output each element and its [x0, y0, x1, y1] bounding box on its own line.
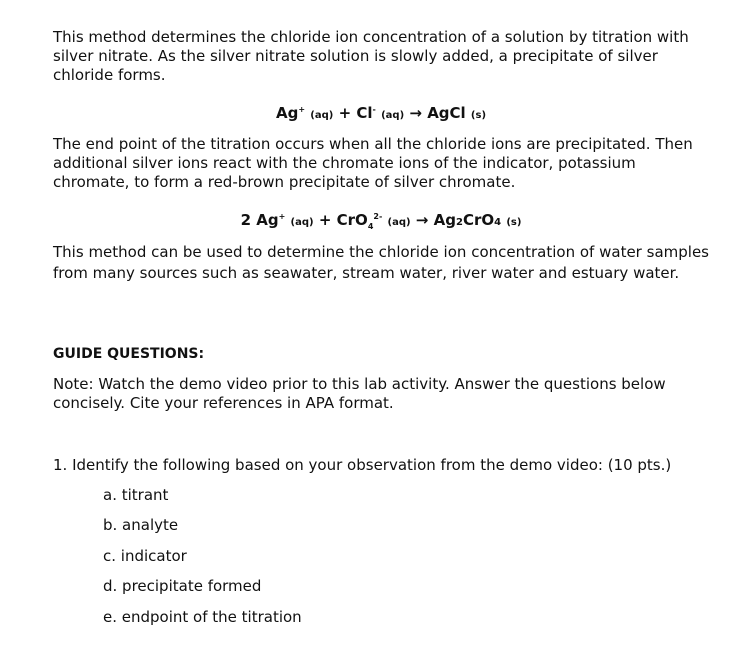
eq1-plus: +	[338, 104, 352, 122]
usage-paragraph: This method can be used to determine the chloride ion concentration of water samples from many sources such as seawater, stream water, river water and estuary water.	[53, 243, 709, 282]
eq2-ag2-sub: 2	[455, 217, 463, 228]
eq1-cl-charge: -	[372, 105, 376, 114]
equation-silver-chromate	[53, 210, 709, 233]
option-a: a. titrant	[103, 486, 169, 504]
eq2-ag2: Ag	[433, 211, 456, 229]
eq1-ag-charge: +	[298, 105, 306, 114]
eq2-coefficient: 2	[240, 211, 252, 229]
eq1-cl-state: (aq)	[381, 110, 405, 121]
eq2-product-state: (s)	[506, 217, 522, 228]
option-c: c. indicator	[103, 547, 187, 565]
eq1-arrow: →	[409, 104, 422, 122]
intro-paragraph: This method determines the chloride ion concentration of a solution by titration with silver nitrate. As the silver nitrate solution is slowly added, a precipitate of silver chloride forms.	[53, 28, 689, 84]
option-d: d. precipitate formed	[103, 577, 262, 595]
eq2-arrow: →	[415, 211, 429, 229]
question-1: 1. Identify the following based on your observation from the demo video: (10 pts.)	[53, 456, 672, 474]
eq2-cro4: CrO	[462, 211, 495, 229]
eq2-cro4-sub: 4	[494, 217, 502, 228]
eq1-ag: Ag	[275, 104, 299, 122]
eq2-cro-charge: 2-	[373, 212, 383, 221]
eq1-ag-state: (aq)	[310, 110, 334, 121]
option-b: b. analyte	[103, 516, 179, 534]
eq2-ag-charge: +	[278, 212, 286, 221]
eq2-ag-state: (aq)	[290, 217, 314, 228]
eq2-plus: +	[318, 211, 332, 229]
eq2-ag: Ag	[256, 211, 279, 229]
eq2-cro: CrO	[336, 211, 368, 229]
equation-silver-chloride	[53, 103, 709, 126]
guide-questions-heading: GUIDE QUESTIONS:	[53, 346, 205, 362]
eq2-cro-sub: 4	[367, 222, 374, 231]
eq2-cro-state: (aq)	[387, 217, 411, 228]
endpoint-paragraph: The end point of the titration occurs when all the chloride ions are precipitated. Then additional silver ions react with the chromate ions of the indicator, potassium chromate, to form a red-brown precipitate of silver chromate.	[53, 135, 693, 191]
eq1-agcl-state: (s)	[470, 110, 487, 121]
eq1-cl: Cl	[356, 104, 373, 122]
note-paragraph: Note: Watch the demo video prior to this lab activity. Answer the questions below concisely. Cite your references in APA format.	[53, 375, 666, 412]
eq1-agcl: AgCl	[427, 104, 466, 122]
option-e: e. endpoint of the titration	[103, 608, 302, 626]
